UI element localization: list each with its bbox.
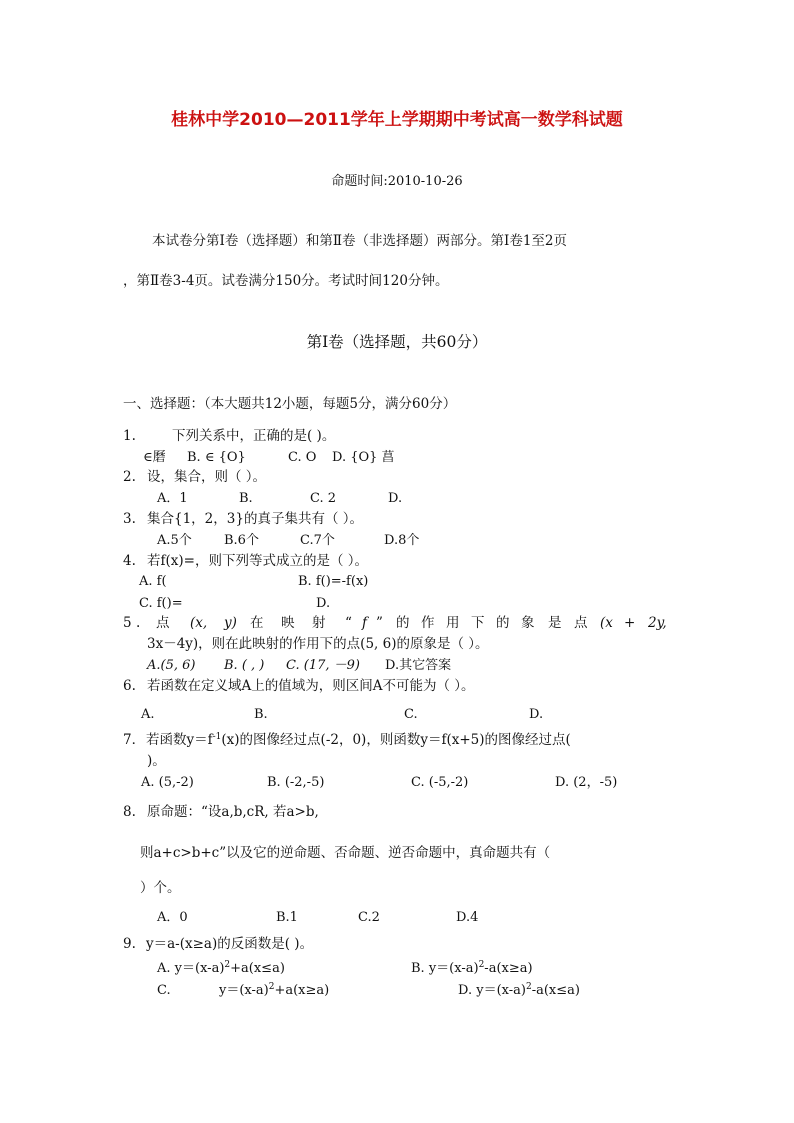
q3-option-c: C.7个: [300, 533, 335, 548]
q4-number: 4.: [123, 553, 136, 569]
q9-option-b: B. $y=(x-a)^2-a(x\ge a)$: [411, 960, 533, 976]
q5-text-line2: 3x－4y)，则在此映射的作用下的点(5, 6)的原象是（ ）。: [147, 636, 489, 652]
q4-option-d: D.: [316, 596, 331, 611]
q5-word: f: [362, 615, 367, 631]
q2-number: 2.: [123, 469, 136, 485]
exam-date: 命题时间:2010-10-26: [331, 174, 463, 189]
q6-text: 若函数在定义域A上的值域为，则区间A不可能为（ ）。: [147, 678, 475, 694]
q3-number: 3.: [123, 511, 136, 527]
q1-option-b: B. ∈ {O}: [187, 450, 246, 465]
q7-option-a: A. (5,-2): [141, 775, 194, 790]
q8-option-b: B.1: [276, 910, 298, 925]
q1-number: 1.: [123, 428, 136, 444]
q5-option-b: B. ( , ): [224, 658, 265, 673]
q9-option-c: $y=(x-a)^2+a(x\ge a)$: [219, 982, 330, 998]
q7-option-d: D. (2，-5): [555, 775, 618, 790]
q5-word: (x: [600, 615, 613, 631]
q7-option-c: C. (-5,-2): [411, 775, 469, 790]
section1-heading: 一、选择题：（本大题共12小题，每题5分，满分60分）: [123, 396, 457, 412]
intro-line-2: ，第Ⅱ卷3-4页。试卷满分150分。考试时间120分钟。: [123, 273, 449, 289]
q9-option-d: D. $y=(x-a)^2-a(x\le a)$: [458, 982, 580, 998]
q3-option-d: D.8个: [384, 533, 420, 548]
q5-word: 的: [496, 615, 510, 631]
q1-option-a: ∈磿: [143, 450, 166, 465]
q5-word: 2y,: [648, 615, 667, 631]
q3-text: 集合{1，2，3}的真子集共有（ ）。: [147, 511, 363, 527]
q1-option-c: C. O: [288, 450, 317, 465]
q9-option-a: A. $y=(x-a)^2+a(x\le a)$: [157, 960, 285, 976]
q5-word: 的: [396, 615, 410, 631]
q8-option-d: D.4: [456, 910, 479, 925]
q5-option-d: D.其它答案: [385, 658, 452, 673]
q7-option-b: B. (-2,-5): [267, 775, 325, 790]
q9-number: 9.: [123, 936, 136, 952]
q4-option-c: C. f()=: [139, 596, 183, 611]
q6-option-b: B.: [254, 707, 268, 722]
q6-number: 6.: [123, 678, 136, 694]
exam-title: 桂林中学2010—2011学年上学期期中考试高一数学科试题: [171, 110, 623, 130]
q5-word: y): [224, 615, 237, 631]
q5-word: 下: [471, 615, 485, 631]
q8-number: 8.: [123, 804, 136, 820]
q5-word: 点: [574, 615, 588, 631]
q8-text-line2: 则a+c>b+c”以及它的逆命题、否命题、逆否命题中，真命题共有（: [140, 845, 551, 861]
q8-text-line3: ）个。: [140, 880, 181, 896]
q5-word: 射: [312, 615, 326, 631]
q7-text: 若函数$y=f^{-1}(x)$的图像经过点(-2，0)，则函数y＝f(x+5)的图像经过点(: [146, 732, 571, 748]
q2-text: 设，集合，则（ ）。: [147, 469, 267, 485]
q6-option-c: C.: [404, 707, 418, 722]
intro-line-1: 本试卷分第Ⅰ卷（选择题）和第Ⅱ卷（非选择题）两部分。第Ⅰ卷1至2页: [152, 233, 568, 249]
q9-text: y＝a-(x≥a)的反函数是( )。: [146, 936, 314, 952]
q2-option-d: D.: [388, 491, 403, 506]
q3-option-a: A.5个: [157, 533, 192, 548]
q4-option-a: A. f(: [139, 574, 167, 589]
q5-option-a: A.(5, 6): [147, 658, 196, 673]
q2-option-c: C. 2: [310, 491, 337, 506]
q5-word: 点: [156, 615, 170, 631]
q1-text: 下列关系中，正确的是( )。: [172, 428, 336, 444]
q5-word: 用: [446, 615, 460, 631]
q4-text: 若f(x)=，则下列等式成立的是（ ）。: [147, 553, 368, 569]
q9-option-c-label: C.: [157, 983, 171, 998]
q8-option-a: A．0: [157, 910, 188, 925]
q5-word: 在: [250, 615, 264, 631]
part1-title: 第Ⅰ卷（选择题，共60分）: [306, 333, 488, 351]
q2-option-a: A．1: [157, 491, 188, 506]
q5-word: “: [345, 615, 352, 631]
q5-word: 是: [548, 615, 562, 631]
q5-word: 作: [421, 615, 435, 631]
q5-number: 5: [123, 615, 132, 631]
q5-word: .: [136, 615, 141, 631]
q8-text: 原命题：“设a,b,cR, 若a>b,: [147, 804, 319, 820]
q5-word: (x,: [190, 615, 208, 631]
q5-word: ”: [376, 615, 383, 631]
q2-option-b: B.: [239, 491, 253, 506]
q4-option-b: B. f()=-f(x): [298, 574, 369, 589]
q6-option-d: D.: [529, 707, 544, 722]
q6-option-a: A.: [141, 707, 155, 722]
q5-word: +: [624, 615, 636, 631]
q5-word: 映: [281, 615, 295, 631]
q1-option-d: D. {O} 菖: [332, 450, 395, 465]
q5-option-c: C. (17, －9): [286, 658, 360, 673]
q7-text-line2: )。: [147, 753, 166, 769]
q3-option-b: B.6个: [224, 533, 259, 548]
q7-number: 7．: [123, 732, 146, 748]
q8-option-c: C.2: [358, 910, 380, 925]
q5-word: 象: [521, 615, 535, 631]
